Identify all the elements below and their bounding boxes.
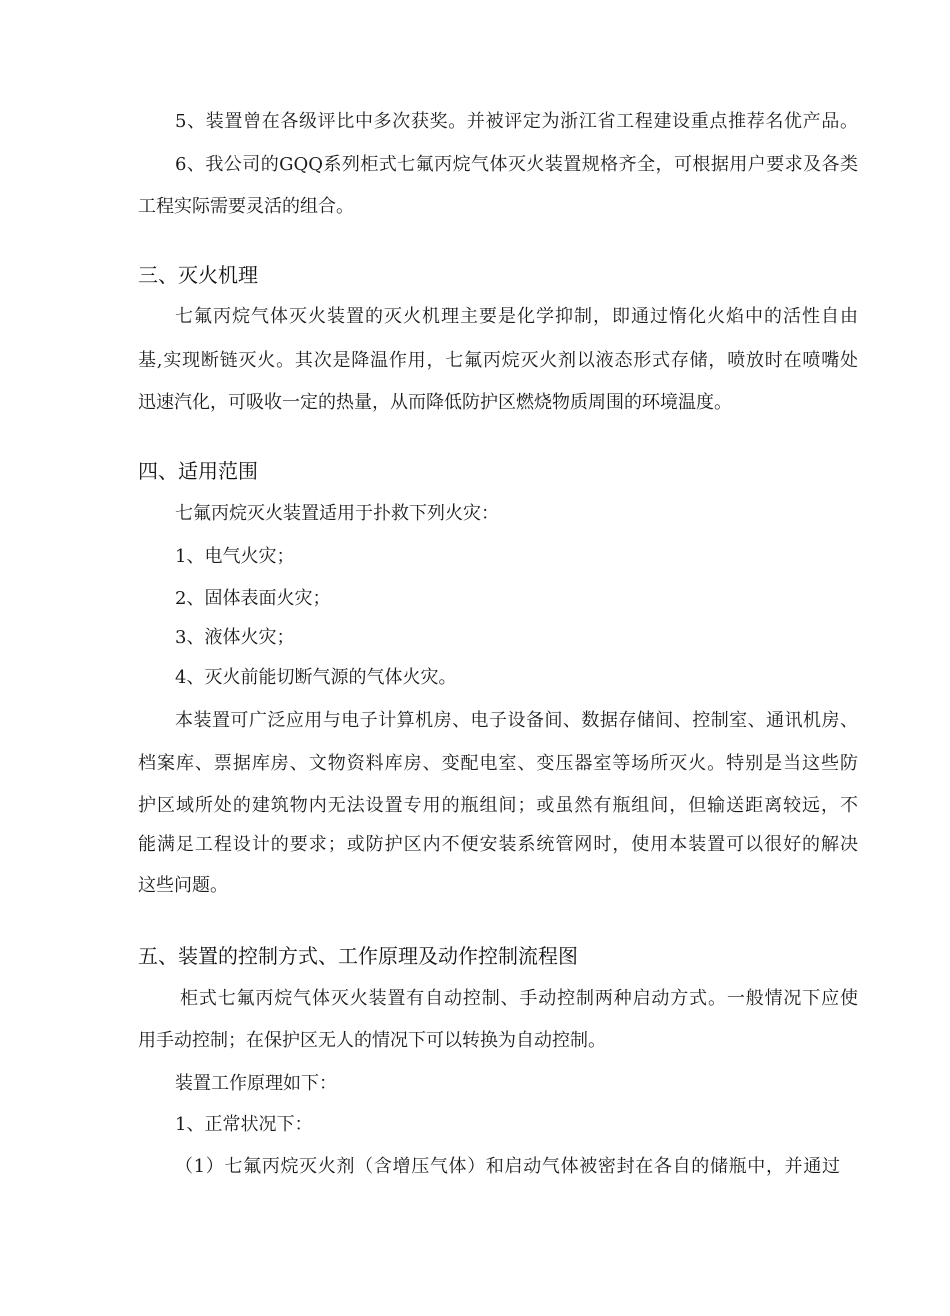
list-item-specs: 6、我公司的GQQ系列柜式七氟丙烷气体灭火装置规格齐全，可根据用户要求及各类: [175, 154, 858, 175]
paragraph-line: 能满足工程设计的要求；或防护区内不便安装系统管网时，使用本装置可以很好的解决: [138, 834, 858, 855]
list-item: 4、灭火前能切断气源的气体火灾。: [175, 667, 457, 688]
paragraph-line: 基,实现断链灭火。其次是降温作用，七氟丙烷灭火剂以液态形式存储，喷放时在喷嘴处: [138, 350, 858, 371]
paragraph-line: 护区域所处的建筑物内无法设置专用的瓶组间；或虽然有瓶组间，但输送距离较远，不: [138, 795, 858, 816]
paragraph-line: 柜式七氟丙烷气体灭火装置有自动控制、手动控制两种启动方式。一般情况下应使: [180, 988, 858, 1009]
list-item: 2、固体表面火灾；: [175, 588, 331, 609]
paragraph-line: 迅速汽化，可吸收一定的热量，从而降低防护区燃烧物质周围的环境温度。: [138, 392, 732, 413]
list-item: 1、正常状况下：: [175, 1114, 313, 1135]
paragraph-line: 这些问题。: [138, 875, 228, 896]
list-item: （1）七氟丙烷灭火剂（含增压气体）和启动气体被密封在各自的储瓶中，并通过: [175, 1156, 840, 1177]
paragraph-line: 本装置可广泛应用与电子计算机房、电子设备间、数据存储间、控制室、通讯机房、: [175, 710, 858, 731]
list-item: 3、液体火灾；: [175, 627, 295, 648]
paragraph-intro: 七氟丙烷灭火装置适用于扑救下列火灾：: [175, 503, 499, 524]
paragraph-line: 装置工作原理如下：: [175, 1073, 337, 1094]
section-heading-scope: 四、适用范围: [138, 459, 258, 483]
section-heading-control: 五、装置的控制方式、工作原理及动作控制流程图: [138, 944, 578, 968]
list-item-award: 5、装置曾在各级评比中多次获奖。并被评定为浙江省工程建设重点推荐名优产品。: [175, 111, 858, 132]
paragraph-line: 七氟丙烷气体灭火装置的灭火机理主要是化学抑制，即通过惰化火焰中的活性自由: [175, 306, 858, 327]
list-item-specs-continued: 工程实际需要灵活的组合。: [138, 196, 354, 217]
paragraph-line: 档案库、票据库房、文物资料库房、变配电室、变压器室等场所灭火。特别是当这些防: [138, 753, 858, 774]
list-item: 1、电气火灾；: [175, 546, 295, 567]
section-heading-mechanism: 三、灭火机理: [138, 263, 258, 287]
paragraph-line: 用手动控制；在保护区无人的情况下可以转换为自动控制。: [138, 1030, 606, 1051]
